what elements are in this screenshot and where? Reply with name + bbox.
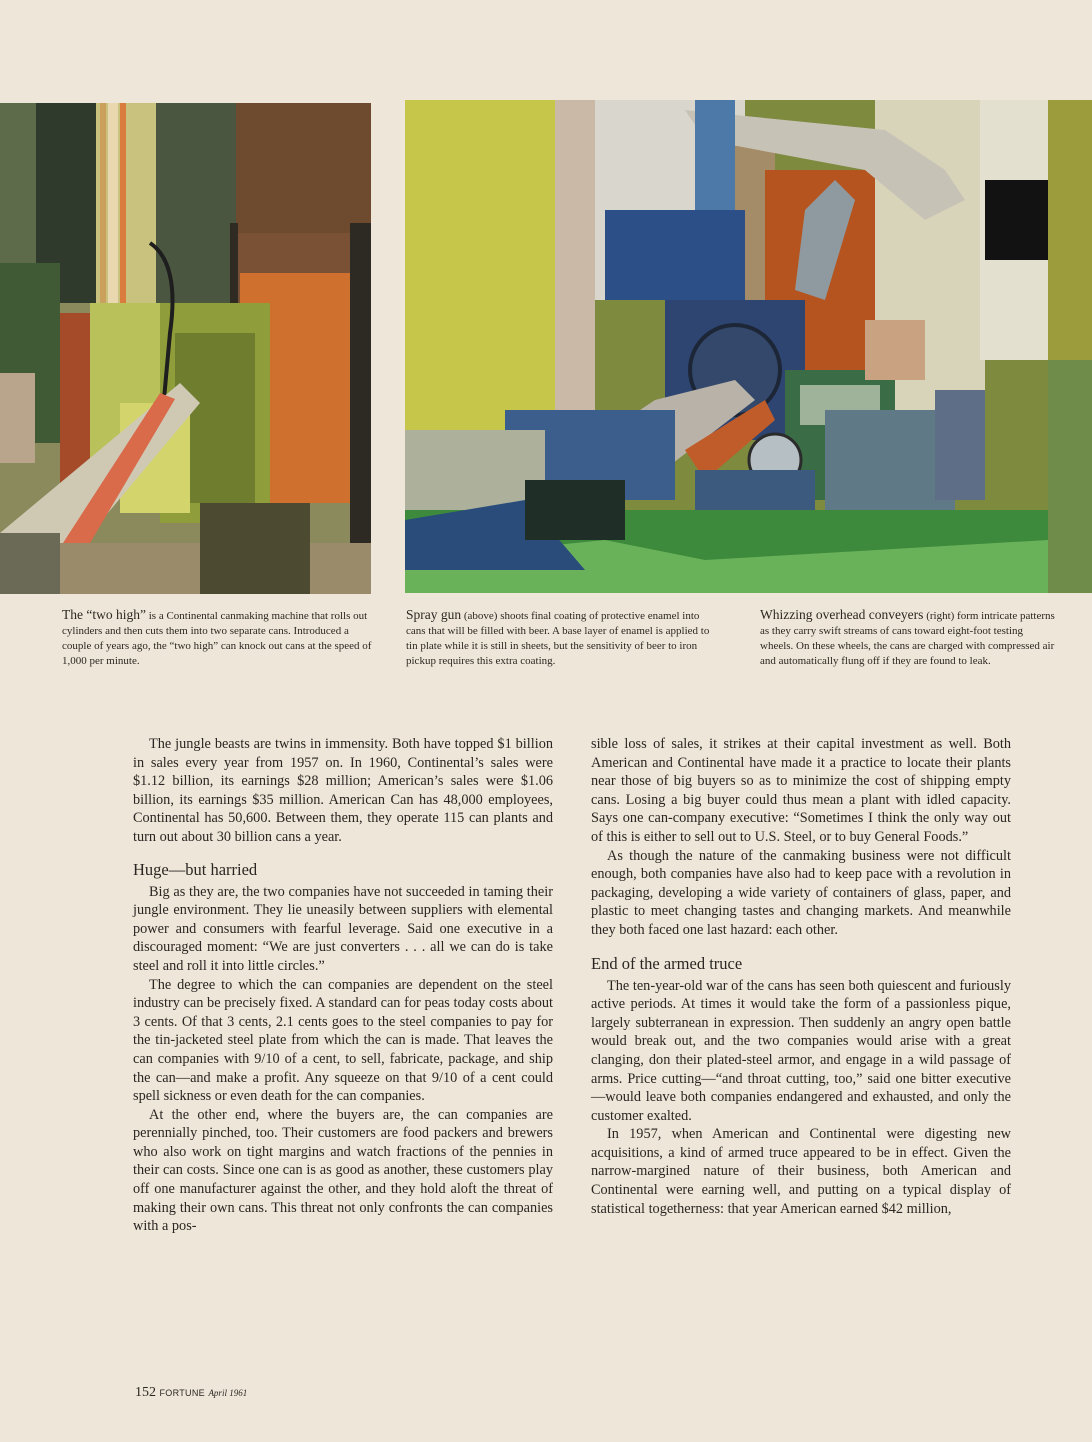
article-column-right xyxy=(591,735,1011,1218)
caption-text: (above) shoots final coating of protective enamel into cans that will be filled with beer. A base layer of enamel is applied to tin plate while it is still in sheets, but the sensitivity of beer to iron pickup requires this extra coating. xyxy=(406,610,710,667)
paragraph: Big as they are, the two companies have not succeeded in taming their jungle environment. They lie uneasily between suppliers with elemental power and consumers with fearful leverage. Said one executive in a discouraged moment: “We are just converters . . . all we can do is take steel and roll it into little circles.” xyxy=(133,883,553,974)
caption-text: (right) form intricate patterns as they carry swift streams of cans toward eight-foot testing wheels. On these wheels, the cans are charged with compressed air and automatically flung off if they are found to leak. xyxy=(760,610,1055,667)
caption-text: is a Continental canmaking machine that rolls out cylinders and then cuts them into two separate cans. Introduced a couple of years ago, the “two high” can knock out cans at the speed of 1,000 per minute. xyxy=(62,610,372,667)
caption-spray-gun xyxy=(406,607,720,669)
paragraph: The jungle beasts are twins in immensity. Both have topped $1 billion in sales every year from 1957 on. In 1960, Continental’s sales were $1.12 billion, its earnings $28 million; American’s sales were $1.06 billion, its earnings $35 million. American Can has 48,000 employees, Continental has 50,600. Between them, they operate 115 can plants and turn out about 30 billion cans a year. xyxy=(133,736,553,845)
caption-lead: Spray gun xyxy=(406,607,462,622)
paragraph: At the other end, where the buyers are, the can companies are perennially pinched, too. Their customers are food packers and brewers who also work on tight margins and watch fractions of the pennies in their can costs. Since one can is as good as another, these customers play off one manufacturer against the other, and they hold aloft the threat of making their own cans. This threat not only confronts the can companies with a pos- xyxy=(133,1106,553,1235)
caption-conveyers xyxy=(760,607,1056,669)
paragraph: The degree to which the can companies are dependent on the steel industry can be precisely fixed. A standard can for peas today costs about 3 cents. Of that 3 cents, 2.1 cents goes to the steel companies to pay for the tin-jacketed steel plate from which the can is made. That leaves the can companies with 9/10 of a cent, to sell, fabricate, package, and ship the can—and make a profit. Any squeeze on that 9/10 of a cent could spell sickness or even death for the can companies. xyxy=(133,976,553,1105)
page-folio xyxy=(135,1385,247,1401)
caption-lead: Whizzing overhead conveyers xyxy=(760,607,924,622)
paragraph: As though the nature of the canmaking business were not difficult enough, both companies have also had to keep pace with a revolution in packaging, developing a wide variety of containers of glass, paper, and plastic to meet changing tastes and changing markets. And meanwhile they both faced one last hazard: each other. xyxy=(591,847,1011,938)
paragraph: sible loss of sales, it strikes at their capital investment as well. Both American and Continental have made it a practice to locate their plants near those of big buyers so as to minimize the cost of shipping empty cans. Losing a big buyer could thus mean a plant with idled capacity. Says one can-company executive: “Sometimes I think the only way out of this is either to sell out to U.S. Steel, or to buy General Foods.” xyxy=(591,736,1011,845)
illustration-spray-gun-conveyers xyxy=(405,100,1048,593)
magazine-name: FORTUNE xyxy=(159,1388,205,1398)
section-heading: End of the armed truce xyxy=(591,953,743,973)
article-column-left xyxy=(133,735,553,1236)
paragraph: In 1957, when American and Continental were digesting new acquisitions, a kind of armed truce appeared to be in effect. Given the narrow-margined nature of their business, both American and Continental were earning well, and putting on a typical display of statistical togetherness: that year American earned $42 million, xyxy=(591,1126,1011,1217)
section-heading: Huge—but harried xyxy=(133,859,258,879)
caption-lead: The “two high” xyxy=(62,607,146,622)
illustration-two-high-machine xyxy=(0,103,371,594)
issue-date: April 1961 xyxy=(208,1388,248,1398)
paragraph: The ten-year-old war of the cans has seen both quiescent and furiously active periods. At times it would take the form of a passionless pique, largely subterranean in expression. Then suddenly an angry open battle would break out, and the two companies would arise with a great clanging, don their plated-steel armor, and engage in a wild passage of arms. Price cutting—“and throat cutting, too,” said one bitter executive—would leave both companies endangered and exhausted, and only the customer exalted. xyxy=(591,977,1011,1124)
caption-two-high xyxy=(62,607,374,669)
page-number: 152 xyxy=(135,1385,156,1400)
illustration-edge-strip xyxy=(1048,100,1092,593)
